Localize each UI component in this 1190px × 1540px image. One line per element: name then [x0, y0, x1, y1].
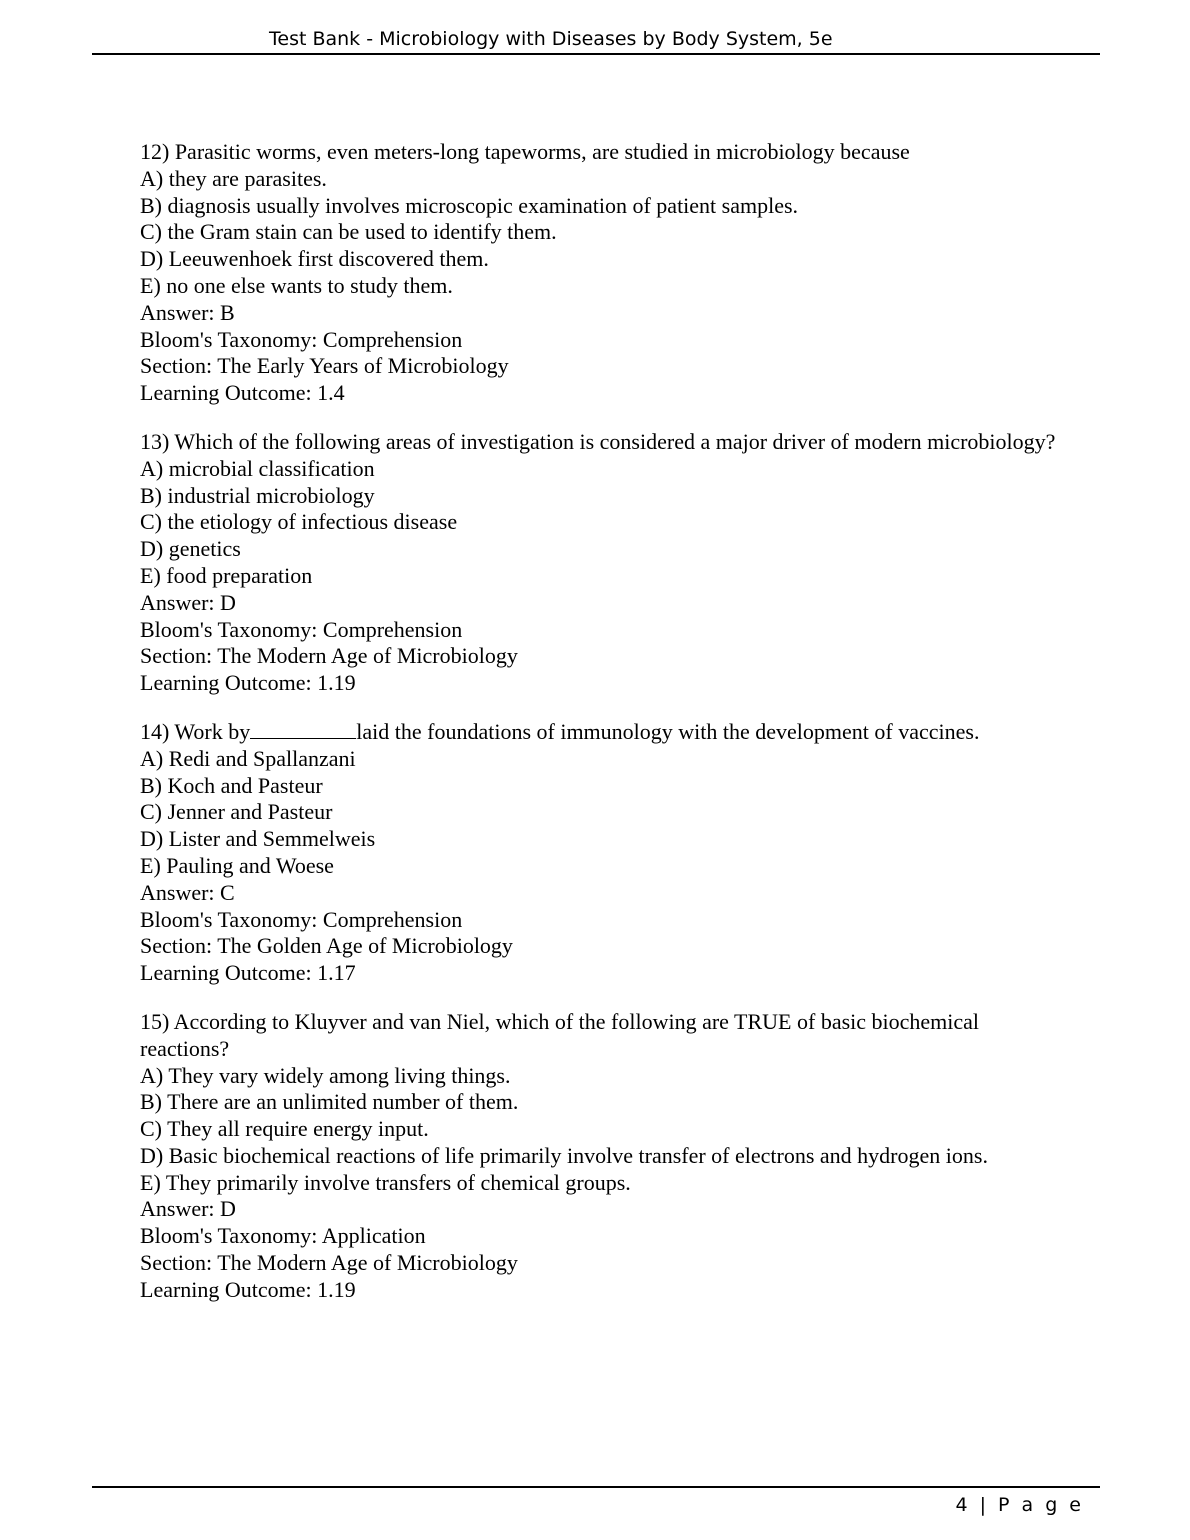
answer: Answer: C [140, 879, 235, 905]
option-a: A) They vary widely among living things. [140, 1062, 511, 1088]
blooms-taxonomy: Bloom's Taxonomy: Comprehension [140, 906, 463, 932]
option-c: C) the Gram stain can be used to identify them. [140, 219, 557, 245]
blooms-taxonomy: Bloom's Taxonomy: Comprehension [140, 326, 463, 352]
option-c: C) the etiology of infectious disease [140, 509, 458, 535]
option-e: E) They primarily involve transfers of chemical groups. [140, 1169, 631, 1195]
section: Section: The Golden Age of Microbiology [140, 933, 513, 959]
question-stem: 13) Which of the following areas of investigation is considered a major driver of modern microbiology? [140, 428, 1056, 454]
answer: Answer: D [140, 589, 236, 615]
option-a: A) microbial classification [140, 455, 375, 481]
option-d: D) Lister and Semmelweis [140, 826, 376, 852]
option-c: C) They all require energy input. [140, 1116, 429, 1142]
option-a: A) Redi and Spallanzani [140, 745, 356, 771]
blooms-taxonomy: Bloom's Taxonomy: Comprehension [140, 616, 463, 642]
option-b: B) diagnosis usually involves microscopic examination of patient samples. [140, 192, 799, 218]
blooms-taxonomy: Bloom's Taxonomy: Application [140, 1223, 426, 1249]
section: Section: The Modern Age of Microbiology [140, 1250, 518, 1276]
option-a: A) they are parasites. [140, 165, 327, 191]
option-e: E) food preparation [140, 562, 313, 588]
option-b: B) There are an unlimited number of them. [140, 1089, 519, 1115]
page-footer [92, 1486, 1100, 1516]
learning-outcome: Learning Outcome: 1.19 [140, 670, 356, 696]
question-13 [140, 429, 1070, 697]
learning-outcome: Learning Outcome: 1.4 [140, 380, 345, 406]
option-b: B) industrial microbiology [140, 482, 375, 508]
question-list [140, 139, 1070, 1304]
stem-before-blank: 14) Work by [140, 718, 251, 744]
option-e: E) Pauling and Woese [140, 852, 334, 878]
page-header [92, 26, 1100, 55]
page-number: 4 | P a g e [955, 1494, 1084, 1516]
answer: Answer: B [140, 299, 235, 325]
learning-outcome: Learning Outcome: 1.19 [140, 1276, 356, 1302]
fill-in-blank [250, 720, 356, 739]
section: Section: The Modern Age of Microbiology [140, 643, 518, 669]
header-title: Test Bank - Microbiology with Diseases by Body System, 5e [269, 28, 833, 50]
question-14 [140, 719, 1070, 987]
stem-after-blank: laid the foundations of immunology with the development of vaccines. [356, 718, 980, 744]
question-stem: 12) Parasitic worms, even meters-long tapeworms, are studied in microbiology because [140, 139, 910, 164]
option-c: C) Jenner and Pasteur [140, 799, 333, 825]
option-d: D) genetics [140, 536, 241, 562]
option-b: B) Koch and Pasteur [140, 772, 323, 798]
question-12 [140, 139, 1070, 407]
option-d: D) Leeuwenhoek first discovered them. [140, 246, 489, 272]
answer: Answer: D [140, 1196, 236, 1222]
question-stem: 15) According to Kluyver and van Niel, which of the following are TRUE of basic biochemical reactions? [140, 1008, 980, 1061]
option-d: D) Basic biochemical reactions of life primarily involve transfer of electrons and hydrogen ions. [140, 1142, 988, 1168]
question-15 [140, 1009, 1070, 1304]
section: Section: The Early Years of Microbiology [140, 353, 509, 379]
option-e: E) no one else wants to study them. [140, 272, 453, 298]
question-stem [140, 719, 1070, 746]
learning-outcome: Learning Outcome: 1.17 [140, 960, 356, 986]
